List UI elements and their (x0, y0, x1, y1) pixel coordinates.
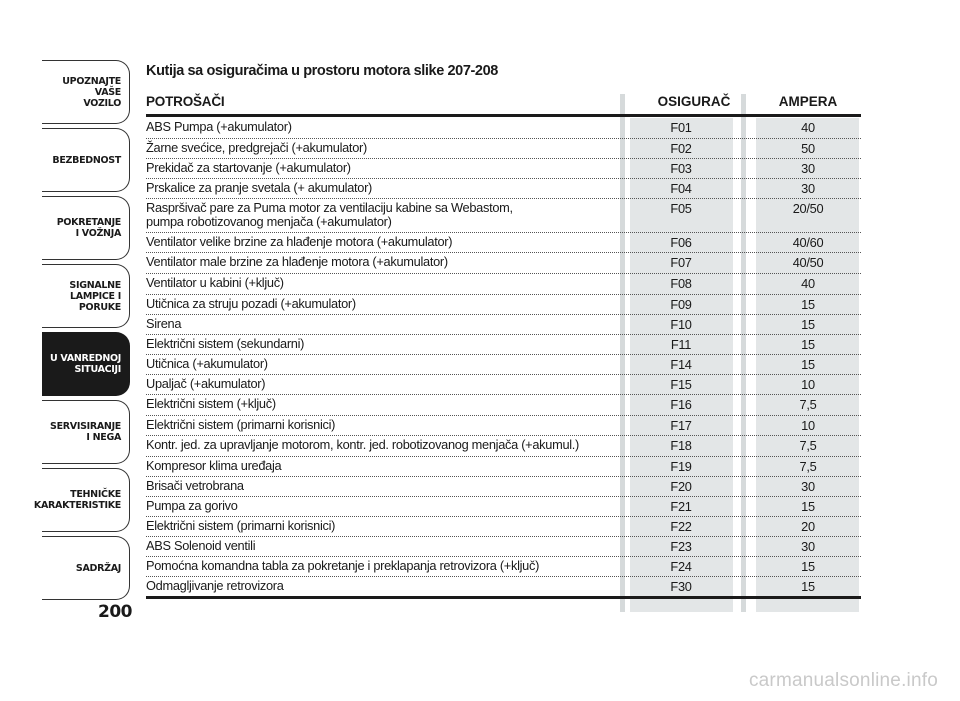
consumer-cell: Ventilator u kabini (+ključ) (146, 275, 284, 290)
ampere-cell: 15 (801, 579, 815, 594)
table-row (146, 537, 861, 557)
fuse-cell: F23 (670, 539, 692, 554)
fuse-cell: F09 (670, 297, 692, 312)
tab-tehnicke-karakteristike[interactable] (33, 468, 130, 532)
ampere-cell: 40 (801, 276, 815, 291)
fuse-cell: F16 (670, 397, 692, 412)
table-row (146, 139, 861, 159)
tab-label: SADRŽAJ (75, 562, 121, 574)
fuse-cell: F18 (670, 438, 692, 453)
consumer-cell: Žarne svećice, predgrejači (+akumulator) (146, 140, 367, 155)
fuse-cell: F05 (670, 201, 692, 216)
tab-pokretanje-i-voznja[interactable] (42, 196, 130, 260)
ampere-cell: 15 (801, 357, 815, 372)
fuse-cell: F04 (670, 181, 692, 196)
table-row (146, 179, 861, 199)
table-row (146, 118, 861, 139)
ampere-cell: 30 (801, 181, 815, 196)
consumer-cell: Ventilator male brzine za hlađenje motora (+akumulator) (146, 254, 448, 269)
ampere-cell: 30 (801, 161, 815, 176)
fuse-cell: F19 (670, 459, 692, 474)
table-row (146, 517, 861, 537)
ampere-cell: 15 (801, 337, 815, 352)
consumer-cell: ABS Solenoid ventili (146, 538, 256, 553)
tab-servisiranje-i-nega[interactable] (42, 400, 130, 464)
fuse-table (146, 118, 861, 599)
table-row (146, 497, 861, 517)
consumer-cell: Prskalice za pranje svetala (+ akumulator) (146, 180, 373, 195)
fuse-cell: F06 (670, 235, 692, 250)
table-header (146, 92, 861, 117)
ampere-cell: 7,5 (799, 397, 817, 412)
ampere-cell: 10 (801, 377, 815, 392)
fuse-cell: F15 (670, 377, 692, 392)
consumer-cell: Sirena (146, 316, 182, 331)
fuse-cell: F10 (670, 317, 692, 332)
table-row (146, 477, 861, 497)
table-row (146, 416, 861, 436)
ampere-cell: 10 (801, 418, 815, 433)
consumer-cell: Kompresor klima uređaja (146, 458, 282, 473)
fuse-cell: F30 (670, 579, 692, 594)
fuse-cell: F03 (670, 161, 692, 176)
tab-label: SIGNALNE LAMPICE I PORUKE (69, 279, 121, 313)
ampere-cell: 30 (801, 479, 815, 494)
consumer-cell: Kontr. jed. za upravljanje motorom, kontr. jed. robotizovanog menjača (+akumul.) (146, 437, 580, 452)
page-number: 200 (98, 602, 132, 622)
consumer-cell: Odmagljivanje retrovizora (146, 578, 284, 593)
consumer-cell: Električni sistem (sekundarni) (146, 336, 305, 351)
header-consumer: POTROŠAČI (146, 94, 225, 109)
ampere-cell: 30 (801, 539, 815, 554)
tab-sadrzaj[interactable] (42, 536, 130, 600)
tab-label: BEZBEDNOST (52, 154, 121, 166)
table-row (146, 159, 861, 179)
tab-label: POKRETANJE I VOŽNJA (56, 217, 121, 239)
fuse-cell: F08 (670, 276, 692, 291)
consumer-cell: Ventilator velike brzine za hlađenje motora (+akumulator) (146, 234, 453, 249)
fuse-cell: F07 (670, 255, 692, 270)
table-row (146, 199, 861, 233)
consumer-cell: Raspršivač pare za Puma motor za ventilaciju kabine sa Webastom, pumpa robotizovanog menjača (+akumulator) (146, 200, 513, 229)
ampere-cell: 15 (801, 317, 815, 332)
fuse-cell: F24 (670, 559, 692, 574)
ampere-cell: 50 (801, 141, 815, 156)
consumer-cell: ABS Pumpa (+akumulator) (146, 119, 292, 134)
consumer-cell: Pomoćna komandna tabla za pokretanje i preklapanja retrovizora (+ključ) (146, 558, 540, 573)
watermark: carmanualsonline.info (748, 670, 938, 691)
tab-u-vanrednoj-situaciji[interactable] (42, 332, 130, 396)
ampere-cell: 40/50 (792, 255, 824, 270)
consumer-cell: Brisači vetrobrana (146, 478, 244, 493)
consumer-cell: Električni sistem (primarni korisnici) (146, 417, 336, 432)
table-row (146, 375, 861, 395)
table-row (146, 253, 861, 274)
fuse-cell: F17 (670, 418, 692, 433)
tab-label: U VANREDNOJ SITUACIJI (50, 353, 121, 375)
table-row (146, 457, 861, 477)
fuse-cell: F20 (670, 479, 692, 494)
page-title: Kutija sa osiguračima u prostoru motora slike 207-208 (146, 63, 498, 79)
tab-bezbednost[interactable] (42, 128, 130, 192)
table-row (146, 577, 861, 599)
tab-label: UPOZNAJTE VAŠE VOZILO (62, 75, 121, 109)
ampere-cell: 20 (801, 519, 815, 534)
table-row (146, 395, 861, 416)
ampere-cell: 15 (801, 297, 815, 312)
ampere-cell: 40/60 (792, 235, 824, 250)
tab-signalne-lampice[interactable] (42, 264, 130, 328)
table-row (146, 557, 861, 577)
consumer-cell: Električni sistem (primarni korisnici) (146, 518, 336, 533)
fuse-cell: F01 (670, 120, 692, 135)
table-row (146, 436, 861, 457)
tab-upoznajte-vase-vozilo[interactable] (42, 60, 130, 124)
table-row (146, 274, 861, 295)
table-row (146, 315, 861, 335)
fuse-cell: F14 (670, 357, 692, 372)
fuse-cell: F11 (670, 337, 692, 352)
fuse-cell: F02 (670, 141, 692, 156)
header-fuse: OSIGURAČ (657, 94, 731, 109)
consumer-cell: Pumpa za gorivo (146, 498, 238, 513)
header-ampere: AMPERA (778, 94, 838, 109)
ampere-cell: 7,5 (799, 459, 817, 474)
table-row (146, 355, 861, 375)
table-row (146, 335, 861, 355)
ampere-cell: 40 (801, 120, 815, 135)
ampere-cell: 20/50 (792, 201, 824, 216)
ampere-cell: 15 (801, 499, 815, 514)
ampere-cell: 7,5 (799, 438, 817, 453)
consumer-cell: Upaljač (+akumulator) (146, 376, 266, 391)
fuse-cell: F21 (670, 499, 692, 514)
consumer-cell: Utičnica (+akumulator) (146, 356, 268, 371)
ampere-cell: 15 (801, 559, 815, 574)
fuse-cell: F22 (670, 519, 692, 534)
consumer-cell: Utičnica za struju pozadi (+akumulator) (146, 296, 356, 311)
tab-label: TEHNIČKE KARAKTERISTIKE (33, 489, 121, 511)
consumer-cell: Prekidač za startovanje (+akumulator) (146, 160, 351, 175)
table-row (146, 233, 861, 253)
table-row (146, 295, 861, 315)
consumer-cell: Električni sistem (+ključ) (146, 396, 276, 411)
tab-label: SERVISIRANJE I NEGA (50, 421, 121, 443)
